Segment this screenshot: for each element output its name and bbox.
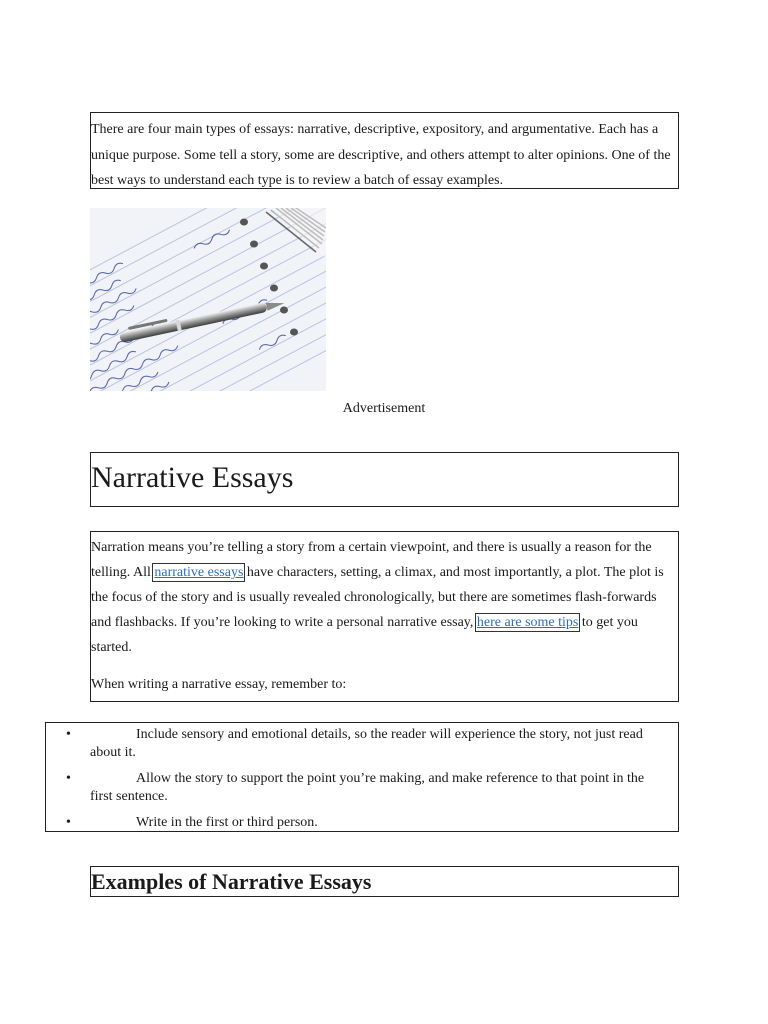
narrative-essays-heading: Narrative Essays xyxy=(91,461,294,494)
narrative-tips-list-box xyxy=(45,722,679,832)
bullet-icon: • xyxy=(66,727,71,742)
examples-heading: Examples of Narrative Essays xyxy=(91,869,372,894)
narrative-paragraph xyxy=(90,531,679,702)
remember-intro: When writing a narrative essay, remember to: xyxy=(91,677,347,692)
intro-paragraph xyxy=(90,112,679,189)
list-item xyxy=(46,770,678,806)
examples-heading-box xyxy=(90,866,679,897)
notebook-pen-illustration xyxy=(90,208,326,391)
tip-text: Allow the story to support the point you’re making, and make reference to that point in the first sentence. xyxy=(90,771,645,804)
list-item xyxy=(46,814,678,832)
bullet-icon: • xyxy=(66,771,71,786)
narrative-text-3: to get you started. xyxy=(91,615,638,655)
intro-text: There are four main types of essays: narrative, descriptive, expository, and argumentative. Each has a unique purpose. Some tell a story, some are descriptive, and others attempt to alter opinions. One of the best ways to understand each type is to review a batch of essay examples. xyxy=(91,122,671,188)
narrative-text-2: have characters, setting, a climax, and most importantly, a plot. The plot is the focus of the story and is usually revealed chronologically, but there are sometimes flash-forwards and flashbacks. If you’re looking to write a personal narrative essay, xyxy=(91,565,664,630)
here-are-some-tips-link[interactable]: here are some tips xyxy=(476,615,579,630)
narrative-essays-link[interactable]: narrative essays xyxy=(154,565,244,580)
notebook-pen-photo xyxy=(90,208,326,391)
narrative-heading-box xyxy=(90,452,679,507)
bullet-icon: • xyxy=(66,815,71,830)
list-item xyxy=(46,726,678,762)
tip-text: Write in the first or third person. xyxy=(136,815,318,830)
advertisement-label: Advertisement xyxy=(342,401,426,416)
tip-text: Include sensory and emotional details, so the reader will experience the story, not just read about it. xyxy=(90,727,643,760)
narrative-text-1: Narration means you’re telling a story from a certain viewpoint, and there is usually a reason for the telling. All xyxy=(91,540,652,580)
narrative-description xyxy=(91,535,678,660)
narrative-tips-list xyxy=(46,726,678,832)
